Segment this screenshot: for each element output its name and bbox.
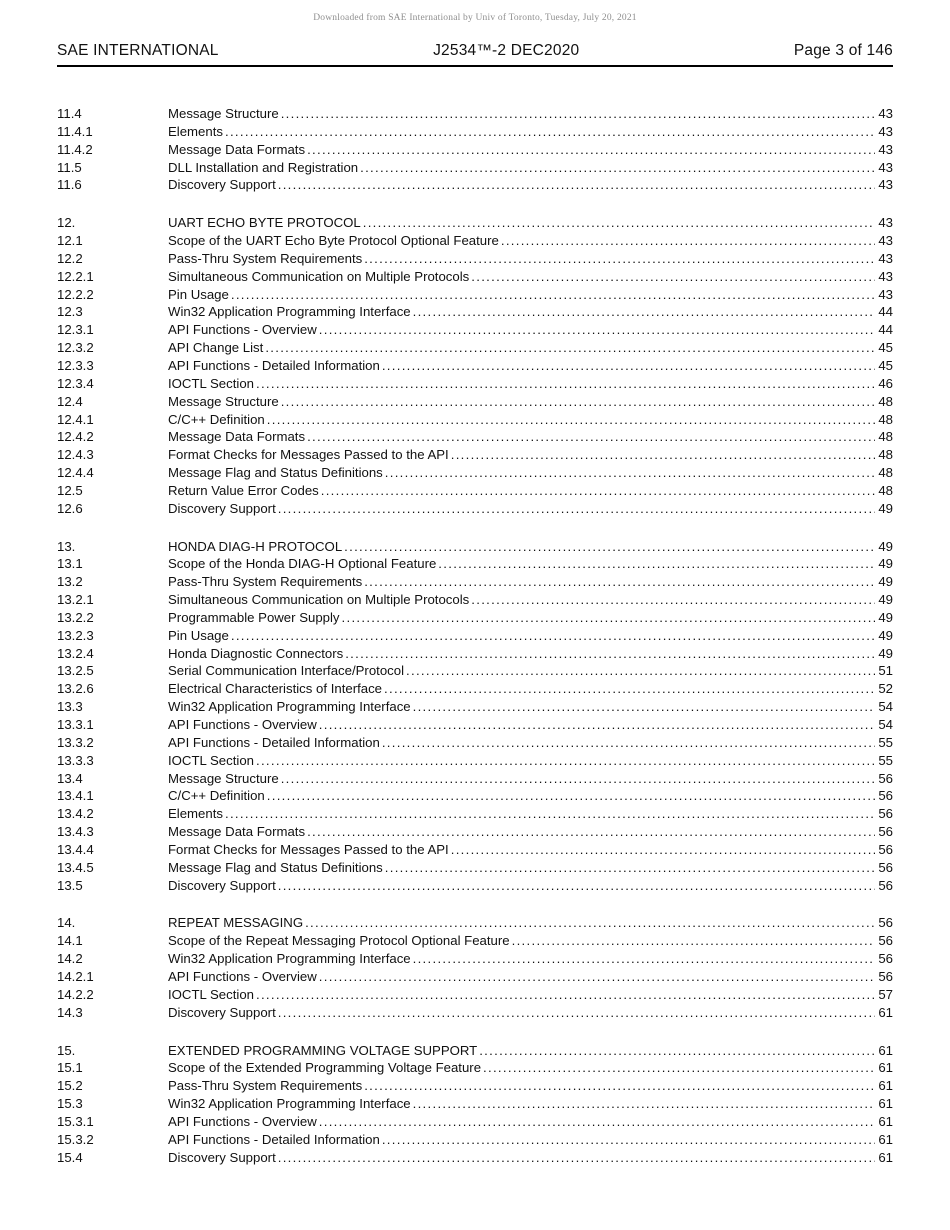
- toc-entry: [57, 123, 893, 141]
- toc-entry: [57, 716, 893, 734]
- toc-entry-number: 15.3: [57, 1096, 83, 1112]
- toc-entry-page: 56: [878, 824, 893, 840]
- toc-entry-title: Message Flag and Status Definitions: [168, 465, 383, 481]
- dot-leader: [364, 1077, 875, 1095]
- toc-entry-title: DLL Installation and Registration: [168, 159, 359, 175]
- dot-leader: [278, 176, 876, 194]
- toc-entry-page: 55: [878, 734, 893, 750]
- dot-leader: [256, 375, 875, 393]
- toc-entry-title: Message Data Formats: [168, 429, 306, 445]
- dot-leader: [319, 321, 876, 339]
- dot-leader: [278, 500, 876, 518]
- toc-entry-page: 43: [878, 233, 893, 249]
- dot-leader: [512, 932, 876, 950]
- toc-entry: [57, 1113, 893, 1131]
- toc-entry: [57, 859, 893, 877]
- dot-leader: [438, 555, 875, 573]
- toc-entry-page: 54: [878, 699, 893, 715]
- toc-entry-page: 56: [878, 877, 893, 893]
- toc-entry-number: 13.4.3: [57, 824, 94, 840]
- toc-entry-title: Electrical Characteristics of Interface: [168, 681, 383, 697]
- toc-entry-number: 14.: [57, 915, 76, 931]
- toc-entry: [57, 752, 893, 770]
- toc-entry: [57, 734, 893, 752]
- toc-entry-page: 56: [878, 806, 893, 822]
- toc-entry-page: 56: [878, 968, 893, 984]
- toc-entry-number: 11.4.1: [57, 123, 93, 139]
- toc-entry-number: 12.2: [57, 250, 83, 266]
- toc-group: [57, 1042, 893, 1167]
- toc-entry-number: 15.3.2: [57, 1131, 94, 1147]
- toc-entry: [57, 591, 893, 609]
- toc-entry-page: 45: [878, 357, 893, 373]
- toc-entry-number: 15.1: [57, 1060, 83, 1076]
- dot-leader: [278, 877, 876, 895]
- toc-entry-page: 43: [878, 159, 893, 175]
- toc-entry: [57, 357, 893, 375]
- toc-group: [57, 214, 893, 517]
- dot-leader: [305, 914, 875, 932]
- toc-entry: [57, 787, 893, 805]
- dot-leader: [413, 1095, 876, 1113]
- dot-leader: [451, 446, 876, 464]
- dot-leader: [278, 1004, 876, 1022]
- toc-entry-page: 49: [878, 592, 893, 608]
- toc-entry: [57, 662, 893, 680]
- toc-entry-number: 15.4: [57, 1149, 83, 1165]
- header-page-indicator: Page 3 of 146: [793, 42, 893, 59]
- toc-entry: [57, 770, 893, 788]
- toc-entry-title: Discovery Support: [168, 877, 276, 893]
- toc-entry-number: 13.2.3: [57, 627, 94, 643]
- toc-entry-title: Pin Usage: [168, 286, 229, 302]
- dot-leader: [319, 1113, 876, 1131]
- toc-entry-page: 61: [878, 1149, 893, 1165]
- toc-entry-title: C/C++ Definition: [168, 411, 265, 427]
- toc-entry: [57, 627, 893, 645]
- dot-leader: [413, 303, 876, 321]
- toc-entry-page: 61: [878, 1042, 893, 1058]
- toc-entry-number: 14.2.1: [57, 968, 94, 984]
- toc-entry-page: 43: [878, 123, 893, 139]
- dot-leader: [384, 680, 875, 698]
- toc-entry-number: 11.6: [57, 177, 82, 193]
- toc-entry: [57, 393, 893, 411]
- toc-entry: [57, 411, 893, 429]
- toc-entry-number: 13.3: [57, 699, 83, 715]
- toc-entry-page: 57: [878, 986, 893, 1002]
- dot-leader: [483, 1059, 875, 1077]
- dot-leader: [451, 841, 876, 859]
- toc-entry-title: Elements: [168, 123, 223, 139]
- toc-entry-number: 12.3: [57, 304, 83, 320]
- toc-entry-number: 14.2.2: [57, 986, 94, 1002]
- toc-entry: [57, 986, 893, 1004]
- toc-entry: [57, 1059, 893, 1077]
- toc-entry-number: 13.2.6: [57, 681, 94, 697]
- toc-entry: [57, 176, 893, 194]
- toc-entry: [57, 482, 893, 500]
- toc-entry-page: 48: [878, 447, 893, 463]
- toc-entry-page: 56: [878, 951, 893, 967]
- toc-entry: [57, 950, 893, 968]
- toc-entry: [57, 159, 893, 177]
- toc-entry-title: Message Structure: [168, 393, 279, 409]
- toc-entry-page: 48: [878, 482, 893, 498]
- toc-entry-title: API Functions - Detailed Information: [168, 357, 380, 373]
- toc-entry-page: 46: [878, 375, 893, 391]
- toc-entry-page: 48: [878, 465, 893, 481]
- toc-entry: [57, 538, 893, 556]
- toc-entry-page: 49: [878, 627, 893, 643]
- dot-leader: [364, 250, 875, 268]
- dot-leader: [265, 339, 875, 357]
- toc-entry: [57, 105, 893, 123]
- toc-entry-number: 12.4.3: [57, 447, 94, 463]
- toc-entry-number: 13.2: [57, 574, 83, 590]
- toc-entry-page: 44: [878, 304, 893, 320]
- toc-entry-title: HONDA DIAG-H PROTOCOL: [168, 538, 343, 554]
- toc-entry: [57, 1095, 893, 1113]
- toc-entry-page: 61: [878, 1078, 893, 1094]
- dot-leader: [307, 141, 875, 159]
- toc-entry-page: 48: [878, 411, 893, 427]
- toc-entry-number: 11.5: [57, 159, 82, 175]
- toc-entry-title: IOCTL Section: [168, 986, 254, 1002]
- toc-entry-page: 48: [878, 429, 893, 445]
- toc-entry: [57, 141, 893, 159]
- toc-entry-title: Message Flag and Status Definitions: [168, 859, 383, 875]
- toc-entry-title: API Functions - Overview: [168, 322, 317, 338]
- dot-leader: [413, 698, 876, 716]
- dot-leader: [256, 752, 875, 770]
- toc-entry: [57, 464, 893, 482]
- toc-entry-number: 12.: [57, 215, 76, 231]
- dot-leader: [256, 986, 875, 1004]
- toc-entry-number: 12.6: [57, 500, 83, 516]
- toc-entry-page: 43: [878, 177, 893, 193]
- toc-entry-number: 13.4: [57, 770, 83, 786]
- toc-entry-page: 49: [878, 556, 893, 572]
- toc-entry-number: 12.5: [57, 482, 83, 498]
- toc-entry: [57, 232, 893, 250]
- toc-entry-number: 12.3.1: [57, 322, 94, 338]
- toc-entry-number: 13.2.4: [57, 645, 94, 661]
- toc-entry: [57, 573, 893, 591]
- toc-entry-title: Win32 Application Programming Interface: [168, 1096, 411, 1112]
- toc-entry-page: 48: [878, 393, 893, 409]
- dot-leader: [345, 645, 875, 663]
- dot-leader: [267, 411, 876, 429]
- toc-entry-page: 43: [878, 141, 893, 157]
- download-watermark: Downloaded from SAE International by Univ of Toronto, Tuesday, July 20, 2021: [313, 13, 637, 23]
- dot-leader: [471, 268, 875, 286]
- toc-entry-number: 12.4.2: [57, 429, 94, 445]
- toc-entry-number: 13.1: [57, 556, 83, 572]
- toc-entry-title: Win32 Application Programming Interface: [168, 951, 411, 967]
- toc-entry-number: 15.2: [57, 1078, 83, 1094]
- toc-entry-title: API Functions - Detailed Information: [168, 1131, 380, 1147]
- toc-entry-page: 49: [878, 500, 893, 516]
- toc-entry-title: Win32 Application Programming Interface: [168, 304, 411, 320]
- dot-leader: [281, 105, 876, 123]
- dot-leader: [364, 573, 875, 591]
- toc-entry-number: 12.3.2: [57, 340, 94, 356]
- dot-leader: [479, 1042, 875, 1060]
- dot-leader: [406, 662, 875, 680]
- header-document-title: J2534™-2 DEC2020: [433, 42, 580, 59]
- toc-entry: [57, 250, 893, 268]
- toc-entry-number: 12.2.1: [57, 268, 94, 284]
- toc-entry: [57, 214, 893, 232]
- toc-entry-number: 12.3.3: [57, 357, 94, 373]
- toc-entry-number: 13.4.5: [57, 859, 94, 875]
- dot-leader: [231, 286, 875, 304]
- toc-entry-page: 61: [878, 1004, 893, 1020]
- toc-entry: [57, 698, 893, 716]
- dot-leader: [225, 805, 875, 823]
- toc-entry-page: 56: [878, 933, 893, 949]
- toc-entry-number: 11.4.2: [57, 141, 93, 157]
- toc-entry-title: API Functions - Detailed Information: [168, 734, 380, 750]
- toc-entry-title: IOCTL Section: [168, 752, 254, 768]
- toc-entry: [57, 968, 893, 986]
- dot-leader: [319, 716, 876, 734]
- toc-entry: [57, 375, 893, 393]
- dot-leader: [344, 538, 875, 556]
- toc-entry-title: Discovery Support: [168, 177, 276, 193]
- toc-entry: [57, 339, 893, 357]
- toc-entry-page: 51: [878, 663, 893, 679]
- dot-leader: [382, 357, 875, 375]
- toc-entry: [57, 1004, 893, 1022]
- toc-entry-page: 49: [878, 538, 893, 554]
- toc-entry-number: 13.4.1: [57, 788, 94, 804]
- dot-leader: [307, 823, 875, 841]
- toc: [57, 105, 893, 1166]
- toc-entry-page: 61: [878, 1113, 893, 1129]
- toc-entry-title: Pass-Thru System Requirements: [168, 250, 363, 266]
- toc-entry-title: Format Checks for Messages Passed to the API: [168, 447, 449, 463]
- toc-entry-title: Message Structure: [168, 106, 279, 121]
- toc-entry-page: 43: [878, 268, 893, 284]
- toc-entry-title: Win32 Application Programming Interface: [168, 699, 411, 715]
- dot-leader: [413, 950, 876, 968]
- toc-entry-page: 43: [878, 106, 893, 121]
- toc-entry-page: 61: [878, 1131, 893, 1147]
- toc-entry-page: 43: [878, 215, 893, 231]
- toc-entry: [57, 841, 893, 859]
- toc-entry: [57, 321, 893, 339]
- toc-entry: [57, 932, 893, 950]
- toc-entry-title: REPEAT MESSAGING: [168, 915, 304, 931]
- toc-entry: [57, 1131, 893, 1149]
- dot-leader: [281, 770, 876, 788]
- toc-entry-number: 14.1: [57, 933, 83, 949]
- toc-entry-number: 11.4: [57, 106, 82, 121]
- toc-group: [57, 105, 893, 194]
- dot-leader: [321, 482, 876, 500]
- toc-entry-number: 14.2: [57, 951, 83, 967]
- header-publisher: SAE INTERNATIONAL: [57, 42, 219, 59]
- toc-entry-title: Message Structure: [168, 770, 279, 786]
- toc-entry-title: Pin Usage: [168, 627, 229, 643]
- toc-entry-number: 13.2.5: [57, 663, 94, 679]
- toc-entry-page: 43: [878, 286, 893, 302]
- toc-entry-title: API Functions - Overview: [168, 717, 317, 732]
- toc-entry: [57, 877, 893, 895]
- toc-entry-number: 12.2.2: [57, 286, 94, 302]
- dot-leader: [363, 214, 876, 232]
- toc-entry-title: Scope of the UART Echo Byte Protocol Optional Feature: [168, 233, 499, 249]
- dot-leader: [225, 123, 875, 141]
- toc-entry-title: Discovery Support: [168, 500, 276, 516]
- toc-entry: [57, 680, 893, 698]
- toc-entry-page: 61: [878, 1060, 893, 1076]
- toc-entry: [57, 303, 893, 321]
- dot-leader: [382, 734, 875, 752]
- dot-leader: [319, 968, 876, 986]
- toc-entry-page: 54: [878, 717, 893, 732]
- toc-entry-number: 12.4.1: [57, 411, 94, 427]
- toc-entry-number: 13.3.2: [57, 734, 94, 750]
- toc-entry-title: Scope of the Repeat Messaging Protocol Optional Feature: [168, 933, 510, 949]
- toc-entry-title: Message Data Formats: [168, 824, 306, 840]
- toc-entry-title: API Functions - Overview: [168, 1113, 317, 1129]
- page-header: [57, 42, 893, 67]
- dot-leader: [267, 787, 876, 805]
- toc-entry: [57, 914, 893, 932]
- toc-entry: [57, 609, 893, 627]
- dot-leader: [281, 393, 876, 411]
- dot-leader: [471, 591, 875, 609]
- toc-entry-number: 13.3.3: [57, 752, 94, 768]
- toc-entry-title: Message Data Formats: [168, 141, 306, 157]
- toc-entry-page: 56: [878, 841, 893, 857]
- toc-entry: [57, 555, 893, 573]
- toc-entry-title: EXTENDED PROGRAMMING VOLTAGE SUPPORT: [168, 1042, 478, 1058]
- dot-leader: [385, 464, 876, 482]
- toc-entry-page: 49: [878, 609, 893, 625]
- toc-entry-title: Discovery Support: [168, 1149, 276, 1165]
- toc-entry: [57, 1077, 893, 1095]
- dot-leader: [501, 232, 875, 250]
- toc-entry-page: 56: [878, 859, 893, 875]
- toc-entry-title: IOCTL Section: [168, 375, 254, 391]
- toc-entry: [57, 805, 893, 823]
- toc-entry-page: 55: [878, 752, 893, 768]
- toc-entry-page: 61: [878, 1096, 893, 1112]
- toc-entry-title: Simultaneous Communication on Multiple Protocols: [168, 592, 470, 608]
- toc-entry: [57, 286, 893, 304]
- toc-entry: [57, 1149, 893, 1167]
- toc-entry-title: API Change List: [168, 340, 264, 356]
- dot-leader: [278, 1149, 876, 1167]
- toc-entry-title: Programmable Power Supply: [168, 609, 340, 625]
- toc-entry-page: 49: [878, 645, 893, 661]
- toc-entry-page: 43: [878, 250, 893, 266]
- toc-entry-page: 56: [878, 788, 893, 804]
- toc-entry-number: 13.5: [57, 877, 83, 893]
- toc-entry-page: 45: [878, 340, 893, 356]
- toc-entry-title: Pass-Thru System Requirements: [168, 574, 363, 590]
- toc-entry-title: Format Checks for Messages Passed to the API: [168, 841, 449, 857]
- toc-entry-number: 12.1: [57, 233, 83, 249]
- toc-entry: [57, 268, 893, 286]
- dot-leader: [360, 159, 875, 177]
- toc-entry: [57, 428, 893, 446]
- toc-entry-page: 56: [878, 915, 893, 931]
- toc-entry-page: 56: [878, 770, 893, 786]
- toc-entry-title: Elements: [168, 806, 223, 822]
- toc-entry: [57, 645, 893, 663]
- toc-entry-page: 49: [878, 574, 893, 590]
- toc-entry-title: Simultaneous Communication on Multiple Protocols: [168, 268, 470, 284]
- toc-entry-number: 13.2.2: [57, 609, 94, 625]
- dot-leader: [342, 609, 876, 627]
- dot-leader: [307, 428, 875, 446]
- toc-entry-number: 15.3.1: [57, 1113, 94, 1129]
- toc-entry-number: 13.: [57, 538, 76, 554]
- toc-entry-title: Scope of the Honda DIAG-H Optional Feature: [168, 556, 437, 572]
- toc-entry-number: 15.: [57, 1042, 76, 1058]
- toc-entry-title: UART ECHO BYTE PROTOCOL: [168, 215, 361, 231]
- toc-entry-number: 13.4.4: [57, 841, 94, 857]
- toc-entry: [57, 1042, 893, 1060]
- toc-entry-title: API Functions - Overview: [168, 968, 317, 984]
- toc-group: [57, 538, 893, 895]
- toc-entry-number: 12.4.4: [57, 465, 94, 481]
- toc-entry-title: Pass-Thru System Requirements: [168, 1078, 363, 1094]
- toc-entry-title: Honda Diagnostic Connectors: [168, 645, 344, 661]
- toc-entry-page: 44: [878, 322, 893, 338]
- toc-entry-title: Return Value Error Codes: [168, 482, 319, 498]
- toc-entry-number: 13.3.1: [57, 717, 94, 732]
- toc-entry-title: Scope of the Extended Programming Voltage Feature: [168, 1060, 482, 1076]
- dot-leader: [231, 627, 875, 645]
- toc-entry-number: 13.4.2: [57, 806, 94, 822]
- dot-leader: [385, 859, 876, 877]
- toc-entry-number: 13.2.1: [57, 592, 94, 608]
- toc-entry-title: C/C++ Definition: [168, 788, 265, 804]
- toc-entry-page: 52: [878, 681, 893, 697]
- toc-group: [57, 914, 893, 1021]
- toc-entry: [57, 823, 893, 841]
- toc-entry: [57, 500, 893, 518]
- document-page: [57, 0, 893, 1166]
- toc-entry-title: Serial Communication Interface/Protocol: [168, 663, 405, 679]
- toc-entry-number: 14.3: [57, 1004, 83, 1020]
- toc-entry: [57, 446, 893, 464]
- toc-entry-number: 12.4: [57, 393, 83, 409]
- toc-entry-title: Discovery Support: [168, 1004, 276, 1020]
- toc-entry-number: 12.3.4: [57, 375, 94, 391]
- dot-leader: [382, 1131, 875, 1149]
